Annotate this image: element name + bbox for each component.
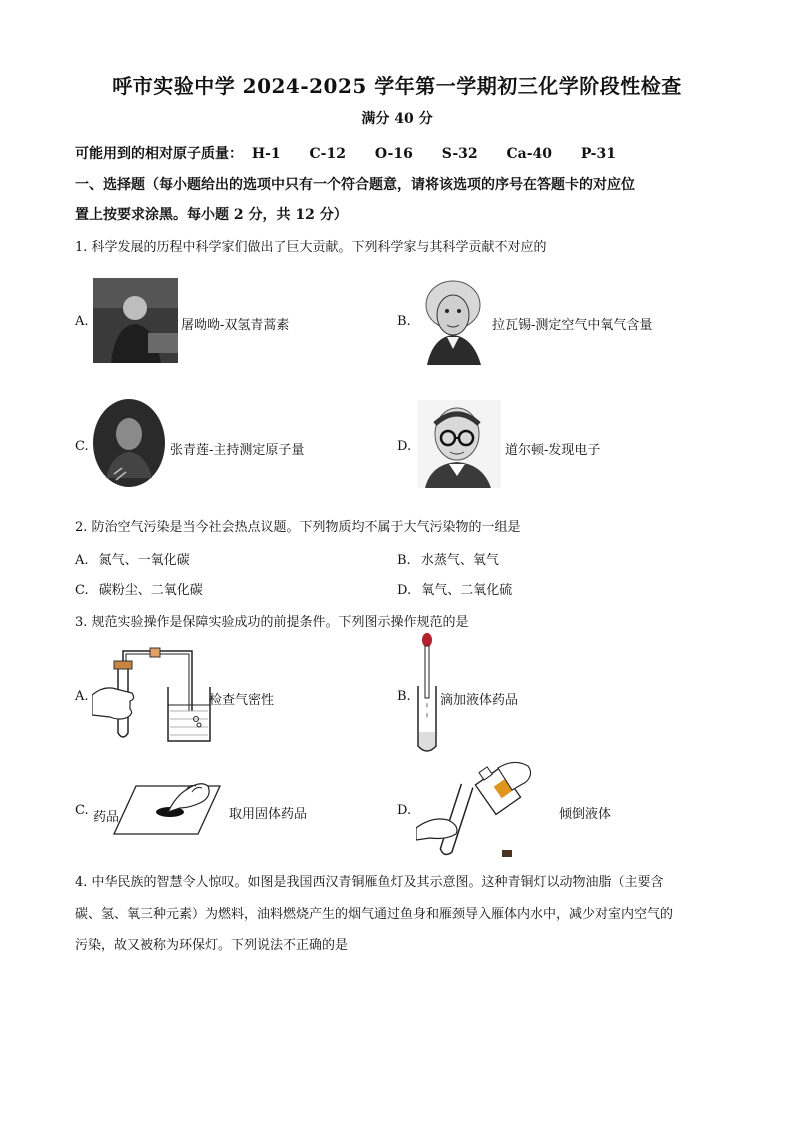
q1-option-b-text: 拉瓦锡-测定空气中氧气含量	[492, 318, 653, 333]
atomic-masses-label: 可能用到的相对原子质量：	[75, 146, 243, 162]
q2-option-c-letter: C.	[75, 583, 89, 598]
atomic-mass-o: O-16	[374, 146, 413, 162]
q2-option-b-text: 水蒸气、氧气	[420, 553, 499, 568]
q3-option-d-pouring-diagram	[416, 760, 536, 860]
q3-option-c-inner-label: 药品	[93, 810, 120, 825]
q4-stem-line2: 碳、氢、氧三种元素）为燃料，油料燃烧产生的烟气通过鱼身和雁颈导入雁体内水中，减少对室内空气的	[75, 907, 674, 922]
q1-option-b-letter: B.	[397, 314, 411, 329]
q2-option-a	[75, 549, 190, 568]
q1-option-c-text: 张青莲-主持测定原子量	[170, 443, 305, 458]
q2-option-a-text: 氮气、一氧化碳	[98, 553, 190, 568]
q3-option-d-text: 倾倒液体	[559, 807, 612, 822]
q1-option-d-portrait	[417, 400, 501, 488]
q3-option-b-dropper-diagram	[412, 632, 442, 756]
q1-option-a-text: 屠呦呦-双氢青蒿素	[181, 318, 290, 333]
q1-option-c-portrait	[92, 398, 166, 488]
q2-option-c	[75, 579, 203, 598]
q1-stem: 1. 科学发展的历程中科学家们做出了巨大贡献。下列科学家与其科学贡献不对应的	[75, 240, 547, 255]
q2-option-d-letter: D.	[397, 583, 412, 598]
q3-option-d-letter: D.	[397, 803, 412, 818]
section1-heading-line1: 一、选择题（每小题给出的选项中只有一个符合题意，请将该选项的序号在答题卡的对应位	[75, 177, 635, 193]
q3-stem: 3. 规范实验操作是保障实验成功的前提条件。下列图示操作规范的是	[75, 615, 469, 630]
q2-option-d	[397, 579, 512, 598]
q2-option-c-text: 碳粉尘、二氧化碳	[98, 583, 203, 598]
atomic-mass-h: H-1	[251, 146, 281, 162]
q3-option-b-letter: B.	[397, 689, 411, 704]
q3-option-c-text: 取用固体药品	[229, 807, 308, 822]
q2-option-b	[397, 549, 499, 568]
q3-option-a-text: 检查气密性	[209, 693, 275, 708]
q2-option-d-text: 氧气、二氧化硫	[421, 583, 513, 598]
atomic-masses-line	[75, 143, 640, 163]
q3-option-c-letter: C.	[75, 803, 89, 818]
atomic-mass-s: S-32	[441, 146, 478, 162]
q1-option-a-portrait	[93, 278, 178, 363]
page-title: 呼市实验中学 2024-2025 学年第一学期初三化学阶段性检查	[112, 74, 682, 98]
full-score: 满分 40 分	[361, 111, 433, 127]
q3-option-a-airtightness-diagram	[92, 645, 212, 745]
q2-option-b-letter: B.	[397, 553, 411, 568]
q3-option-a-letter: A.	[75, 689, 89, 704]
q4-stem-line3: 污染，故又被称为环保灯。下列说法不正确的是	[75, 938, 349, 953]
section1-heading-line2: 置上按要求涂黑。每小题 2 分，共 12 分）	[75, 207, 348, 223]
q2-stem: 2. 防治空气污染是当今社会热点议题。下列物质均不属于大气污染物的一组是	[75, 520, 521, 535]
q1-option-d-letter: D.	[397, 439, 412, 454]
atomic-mass-c: C-12	[309, 146, 346, 162]
q1-option-c-letter: C.	[75, 439, 89, 454]
q3-option-b-text: 滴加液体药品	[440, 693, 519, 708]
q4-stem-line1: 4. 中华民族的智慧令人惊叹。如图是我国西汉青铜雁鱼灯及其示意图。这种青铜灯以动物油脂（主要含	[75, 875, 664, 890]
q1-option-b-portrait	[417, 275, 489, 365]
q1-option-a-letter: A.	[75, 314, 89, 329]
atomic-mass-ca: Ca-40	[506, 146, 553, 162]
q1-option-d-text: 道尔顿-发现电子	[505, 443, 601, 458]
atomic-mass-p: P-31	[580, 146, 616, 162]
q2-option-a-letter: A.	[75, 553, 89, 568]
